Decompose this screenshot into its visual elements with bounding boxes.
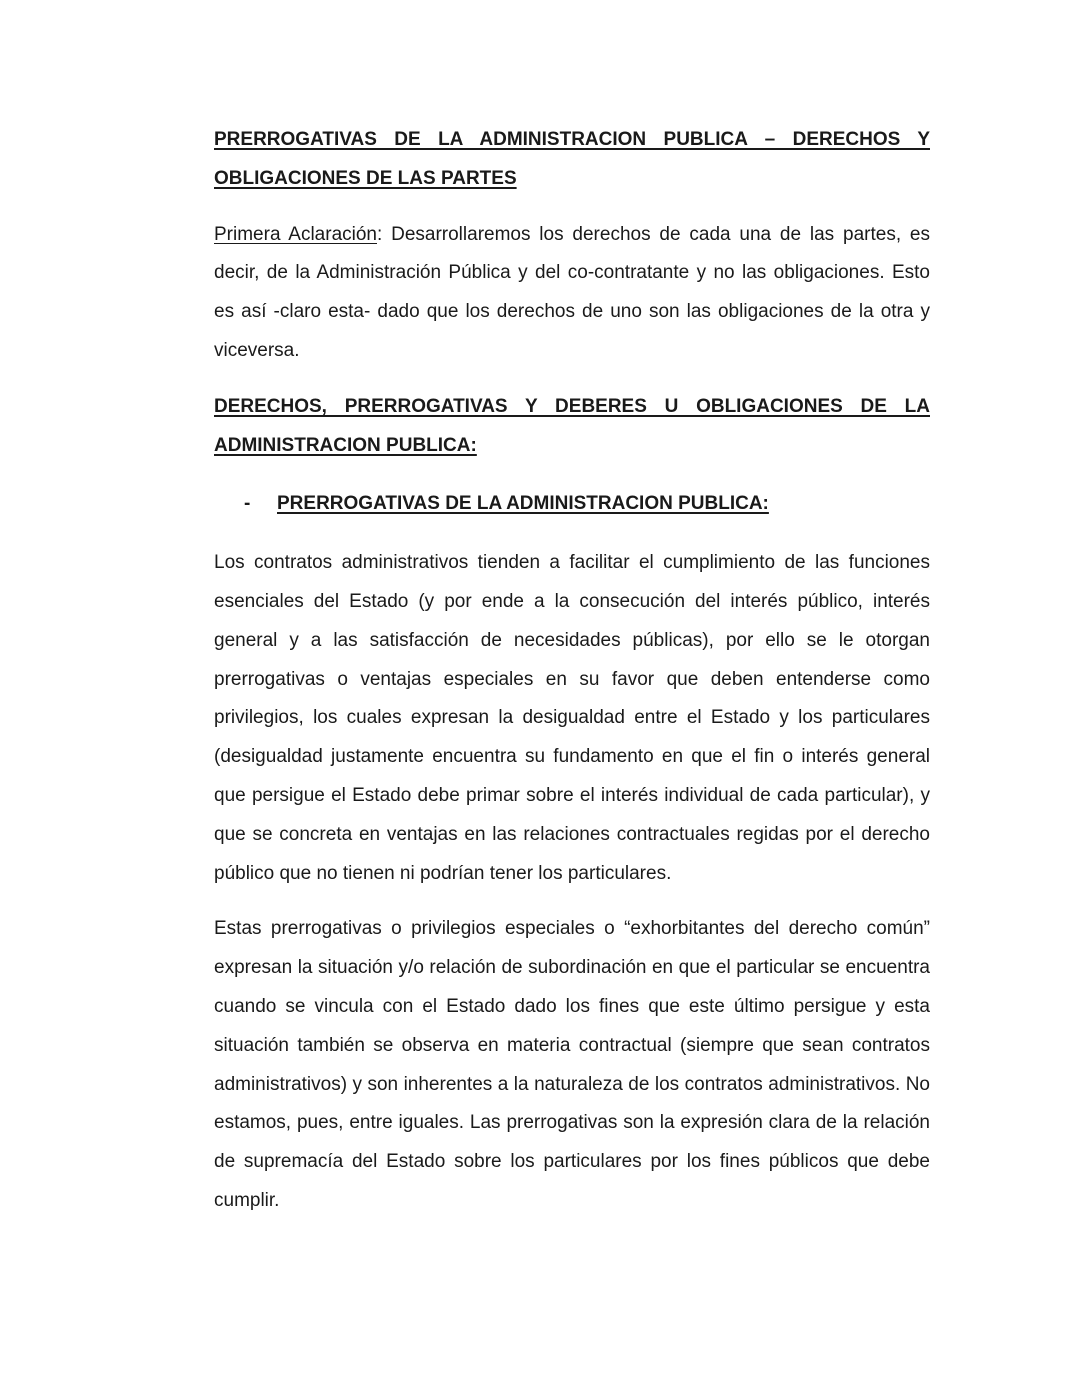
bullet-dash: -	[244, 493, 251, 515]
clarification-paragraph	[214, 216, 930, 371]
section-heading	[214, 388, 930, 466]
document-title	[214, 121, 930, 199]
document-title-line1: PRERROGATIVAS DE LA ADMINISTRACION PUBLICA – DERECHOS Y	[214, 129, 930, 150]
body-paragraph-1: Los contratos administrativos tienden a facilitar el cumplimiento de las funciones esenciales del Estado (y por ende a la consecución del interés público, interés general y a las satisfacción de necesidades públicas), por ello se le otorgan prerrogativas o ventajas especiales en su favor que deben entenderse como privilegios, los cuales expresan la desigualdad entre el Estado y los particulares (desigualdad justamente encuentra su fundamento en que el fin o interés general que persigue el Estado debe primar sobre el interés individual de cada particular), y que se concreta en ventajas en las relaciones contractuales regidas por el derecho público que no tienen ni podrían tener los particulares.	[214, 552, 930, 884]
document-title-line2: OBLIGACIONES DE LAS PARTES	[214, 167, 517, 189]
clarification-text: : Desarrollaremos los derechos de cada una de las partes, es decir, de la Administración Pública y del co-contratante y no las obligaciones. Esto es así -claro esta- dado que los derechos de uno son las obligaciones de la otra y viceversa.	[214, 223, 930, 361]
clarification-label: Primera Aclaración	[214, 223, 377, 245]
bullet-heading: PRERROGATIVAS DE LA ADMINISTRACION PUBLICA:	[277, 493, 769, 515]
section-heading-line2: ADMINISTRACION PUBLICA:	[214, 434, 477, 456]
document-page	[214, 121, 930, 1221]
bullet-item	[214, 485, 930, 524]
body-paragraph-2: Estas prerrogativas o privilegios especiales o “exhorbitantes del derecho común” expresan la situación y/o relación de subordinación en que el particular se encuentra cuando se vincula con el Estado dado los fines que este último persigue y esta situación también se observa en materia contractual (siempre que sean contratos administrativos) y son inherentes a la naturaleza de los contratos administrativos. No estamos, pues, entre iguales. Las prerrogativas son la expresión clara de la relación de supremacía del Estado sobre los particulares por los fines públicos que debe cumplir.	[214, 918, 930, 1211]
section-heading-line1: DERECHOS, PRERROGATIVAS Y DEBERES U OBLIGACIONES DE LA	[214, 395, 930, 417]
